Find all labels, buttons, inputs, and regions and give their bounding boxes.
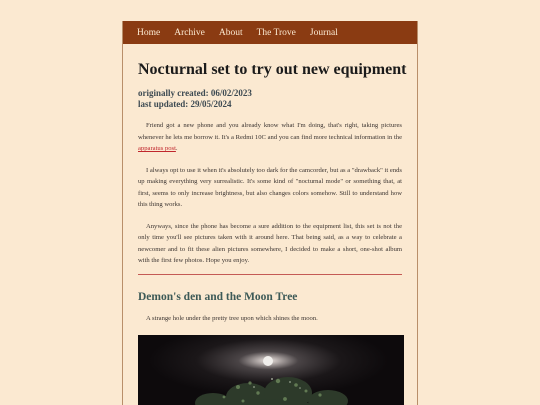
apparatus-post-link[interactable]: apparatus post bbox=[138, 145, 176, 152]
top-nav bbox=[123, 21, 417, 44]
post-dates bbox=[138, 88, 402, 110]
photo-caption: A strange hole under the pretty tree upon which shines the moon. bbox=[146, 314, 318, 322]
nav-about-link[interactable]: About bbox=[218, 27, 243, 38]
intro-end: . bbox=[175, 145, 178, 152]
created-date: originally created: 06/02/2023 bbox=[138, 88, 252, 98]
moon-tree-photo bbox=[138, 335, 404, 405]
intro-text: Friend got a new phone and you already know what I'm doing, that's right, taking pictures whenever he lets me borrow it. It's a Redmi 10C and you can find more technical information in the bbox=[138, 122, 402, 141]
album-paragraph: Anyways, since the phone has become a sure addition to the equipment list, this set is not the only time you'll see pictures taken with it around here. That being said, as a way to celebrate a newcomer and to fit these alien pictures somewhere, I decided to make a short, one-shot album with the first few photos. Hope you enjoy. bbox=[138, 222, 402, 264]
intro-paragraph bbox=[138, 120, 402, 155]
section-divider bbox=[138, 274, 402, 275]
nav-archive-link[interactable]: Archive bbox=[174, 27, 205, 38]
post-title: Nocturnal set to try out new equipment bbox=[138, 61, 407, 78]
section-title: Demon's den and the Moon Tree bbox=[138, 290, 298, 303]
page-column bbox=[122, 21, 418, 405]
post-content bbox=[123, 60, 417, 405]
nav-trove-link[interactable]: The Trove bbox=[256, 27, 296, 38]
nav-home-link[interactable]: Home bbox=[137, 27, 161, 38]
updated-date: last updated: 29/05/2024 bbox=[138, 99, 232, 109]
nav-journal-link[interactable]: Journal bbox=[309, 27, 338, 38]
night-mode-paragraph: I always opt to use it when it's absolutely too dark for the camcorder, but as a "drawback" it ends up making everything very surrealistic. It's some kind of "nocturnal mode" or something that, at first, seems to only increase brightness, but also changes colors somehow. Still to understand how this thing works. bbox=[138, 166, 402, 208]
